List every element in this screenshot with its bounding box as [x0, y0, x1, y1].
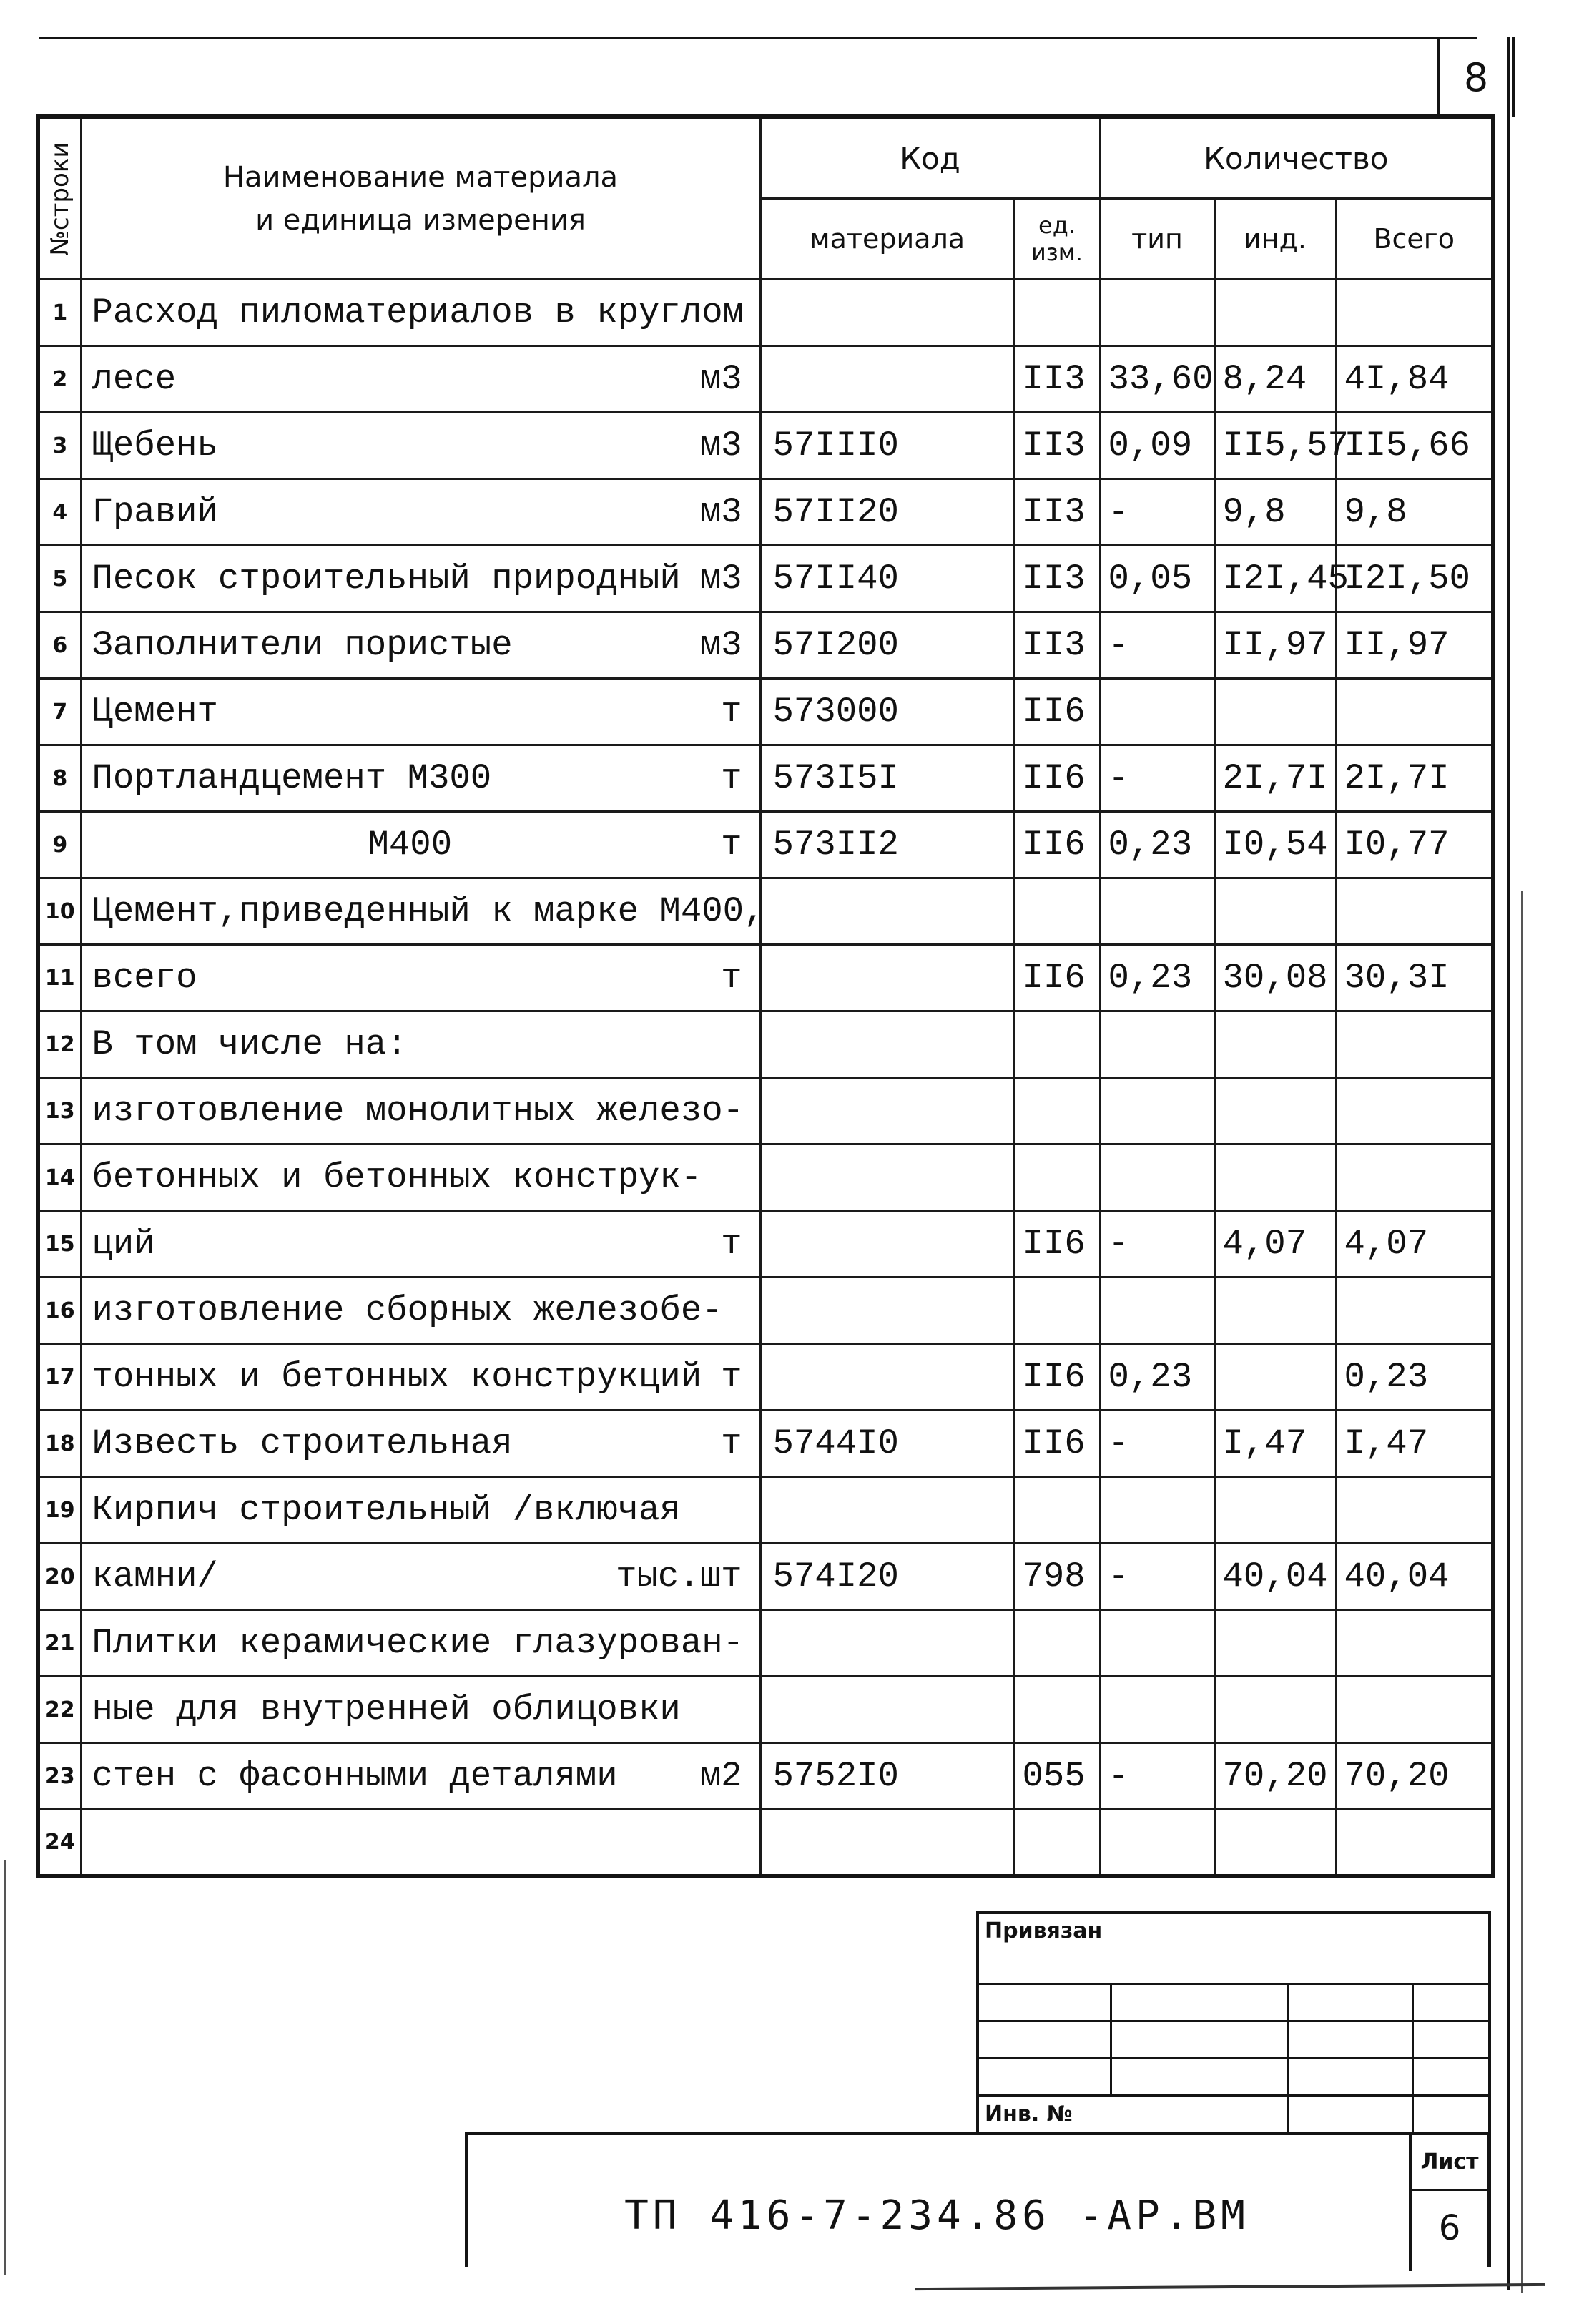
row-number-cell: 6	[38, 612, 81, 679]
stamp-vline-1	[1110, 1983, 1112, 2097]
unit-code-cell: II3	[1014, 612, 1100, 679]
quantity-type-cell: -	[1100, 1211, 1214, 1278]
unit-code-cell: II6	[1014, 1344, 1100, 1411]
header-row-number	[38, 117, 81, 280]
material-name-cell	[81, 1078, 760, 1144]
stamp-block	[976, 1911, 1491, 2133]
header-individual: инд.	[1214, 199, 1336, 280]
material-unit: т	[721, 825, 742, 865]
quantity-type-cell	[1100, 1278, 1214, 1344]
unit-code-cell	[1014, 1810, 1100, 1876]
material-name-cell	[81, 1743, 760, 1810]
unit-code-cell: II3	[1014, 546, 1100, 612]
row-number-cell: 9	[38, 812, 81, 878]
row-number-cell: 13	[38, 1078, 81, 1144]
table-row	[38, 745, 1493, 812]
material-name-text: Плитки керамические глазурован-	[92, 1623, 744, 1663]
unit-code-cell	[1014, 280, 1100, 346]
unit-code-cell: II6	[1014, 679, 1100, 745]
material-name-text: Гравий	[92, 492, 218, 532]
row-number-cell: 4	[38, 479, 81, 546]
row-number-cell: 12	[38, 1011, 81, 1078]
quantity-total-cell: 0,23	[1336, 1344, 1493, 1411]
quantity-type-cell	[1100, 1810, 1214, 1876]
quantity-type-cell: -	[1100, 479, 1214, 546]
row-number-cell: 14	[38, 1144, 81, 1211]
unit-code-cell	[1014, 1677, 1100, 1743]
quantity-total-cell	[1336, 1144, 1493, 1211]
quantity-individual-cell	[1214, 878, 1336, 945]
quantity-type-cell: 0,09	[1100, 413, 1214, 479]
sheet-label: Лист	[1412, 2135, 1487, 2191]
quantity-total-cell: I2I,50	[1336, 546, 1493, 612]
material-name-text: стен с фасонными деталями	[92, 1756, 618, 1796]
quantity-individual-cell	[1214, 1144, 1336, 1211]
quantity-individual-cell	[1214, 1677, 1336, 1743]
quantity-type-cell	[1100, 1011, 1214, 1078]
table-row	[38, 413, 1493, 479]
material-name-cell	[81, 1278, 760, 1344]
header-name-line2: и единица измерения	[255, 203, 586, 237]
material-name-cell	[81, 1211, 760, 1278]
row-number-cell: 8	[38, 745, 81, 812]
row-number-cell: 10	[38, 878, 81, 945]
quantity-total-cell: II,97	[1336, 612, 1493, 679]
table-row	[38, 346, 1493, 413]
quantity-type-cell	[1100, 1144, 1214, 1211]
unit-code-cell: II6	[1014, 745, 1100, 812]
row-number-cell: 1	[38, 280, 81, 346]
table-row	[38, 679, 1493, 745]
header-unit-line2: изм.	[1031, 239, 1083, 266]
unit-code-cell	[1014, 1011, 1100, 1078]
material-unit: тыс.шт	[616, 1556, 742, 1597]
quantity-total-cell: I0,77	[1336, 812, 1493, 878]
quantity-individual-cell	[1214, 1344, 1336, 1411]
quantity-type-cell	[1100, 1477, 1214, 1544]
material-name-text: бетонных и бетонных конструк-	[92, 1157, 702, 1197]
material-code-cell: 573II2	[760, 812, 1014, 878]
table-row	[38, 1078, 1493, 1144]
material-name-cell	[81, 1810, 760, 1876]
material-unit: т	[721, 958, 742, 998]
table-row	[38, 945, 1493, 1011]
material-code-cell	[760, 945, 1014, 1011]
table-row	[38, 1344, 1493, 1411]
material-name-text: Заполнители пористые	[92, 625, 513, 665]
sheet-box	[1409, 2135, 1487, 2271]
material-name-cell	[81, 280, 760, 346]
quantity-total-cell	[1336, 1477, 1493, 1544]
right-frame-line-inner	[1521, 891, 1523, 2293]
material-name-text: лесе	[92, 359, 177, 399]
linked-label: Привязан	[985, 1918, 1103, 1943]
quantity-type-cell	[1100, 1677, 1214, 1743]
table-body	[38, 280, 1493, 1876]
quantity-individual-cell	[1214, 1810, 1336, 1876]
material-code-cell: 5744I0	[760, 1411, 1014, 1477]
scan-artifact-bottom	[915, 2283, 1545, 2290]
quantity-total-cell	[1336, 1011, 1493, 1078]
material-name-cell	[81, 1677, 760, 1743]
unit-code-cell	[1014, 1610, 1100, 1677]
material-name-text: тонных и бетонных конструкций	[92, 1357, 702, 1397]
material-code-cell: 5752I0	[760, 1743, 1014, 1810]
material-name-text: Цемент,приведенный к марке М400,	[92, 891, 765, 931]
unit-code-cell: II6	[1014, 812, 1100, 878]
header-row-number-label: №строки	[45, 142, 74, 255]
material-name-cell	[81, 546, 760, 612]
row-number-cell: 17	[38, 1344, 81, 1411]
table-row	[38, 1477, 1493, 1544]
quantity-individual-cell: 8,24	[1214, 346, 1336, 413]
material-unit: м3	[699, 492, 742, 532]
material-name-cell	[81, 1610, 760, 1677]
header-total: Всего	[1336, 199, 1493, 280]
material-name-text: изготовление монолитных железо-	[92, 1091, 744, 1131]
right-frame-line	[1507, 37, 1510, 2290]
quantity-total-cell: 9,8	[1336, 479, 1493, 546]
quantity-individual-cell: I2I,45	[1214, 546, 1336, 612]
quantity-total-cell: 2I,7I	[1336, 745, 1493, 812]
inventory-number-label: Инв. №	[985, 2102, 1073, 2127]
unit-code-cell: 055	[1014, 1743, 1100, 1810]
quantity-type-cell	[1100, 878, 1214, 945]
material-code-cell	[760, 1610, 1014, 1677]
page-number: 8	[1437, 37, 1515, 117]
quantity-total-cell	[1336, 679, 1493, 745]
material-name-text: Известь строительная	[92, 1423, 513, 1463]
material-unit: т	[721, 1357, 742, 1397]
material-code-cell	[760, 1078, 1014, 1144]
table-row	[38, 1011, 1493, 1078]
quantity-individual-cell	[1214, 1078, 1336, 1144]
material-name-text: М400	[368, 825, 453, 865]
unit-code-cell	[1014, 1278, 1100, 1344]
header-unit-line1: ед.	[1038, 212, 1076, 239]
table-row	[38, 1610, 1493, 1677]
quantity-individual-cell	[1214, 1610, 1336, 1677]
unit-code-cell	[1014, 1477, 1100, 1544]
material-code-cell	[760, 1477, 1014, 1544]
quantity-individual-cell	[1214, 679, 1336, 745]
material-code-cell	[760, 280, 1014, 346]
row-number-cell: 20	[38, 1544, 81, 1610]
quantity-total-cell: 40,04	[1336, 1544, 1493, 1610]
quantity-type-cell	[1100, 280, 1214, 346]
material-code-cell	[760, 346, 1014, 413]
quantity-total-cell: II5,66	[1336, 413, 1493, 479]
material-name-cell	[81, 1344, 760, 1411]
material-code-cell	[760, 878, 1014, 945]
material-code-cell	[760, 1677, 1014, 1743]
unit-code-cell	[1014, 1078, 1100, 1144]
material-unit: м3	[699, 426, 742, 466]
material-name-text: изготовление сборных железобе-	[92, 1290, 723, 1330]
row-number-cell: 11	[38, 945, 81, 1011]
row-number-cell: 23	[38, 1743, 81, 1810]
quantity-total-cell	[1336, 878, 1493, 945]
quantity-type-cell: 0,23	[1100, 812, 1214, 878]
quantity-type-cell	[1100, 679, 1214, 745]
quantity-total-cell: 4I,84	[1336, 346, 1493, 413]
material-code-cell	[760, 1211, 1014, 1278]
material-code-cell	[760, 1810, 1014, 1876]
unit-code-cell	[1014, 878, 1100, 945]
material-name-cell	[81, 878, 765, 945]
quantity-type-cell: 33,60	[1100, 346, 1214, 413]
scan-artifact-left	[4, 1860, 6, 2275]
header-name	[81, 117, 760, 280]
unit-code-cell: II6	[1014, 1211, 1100, 1278]
unit-code-cell: II3	[1014, 346, 1100, 413]
material-name-cell	[81, 1144, 760, 1211]
table-row	[38, 1144, 1493, 1211]
quantity-individual-cell: II,97	[1214, 612, 1336, 679]
quantity-individual-cell: 2I,7I	[1214, 745, 1336, 812]
unit-code-cell: II3	[1014, 479, 1100, 546]
header-name-line1: Наименование материала	[222, 160, 619, 194]
quantity-total-cell	[1336, 1677, 1493, 1743]
quantity-type-cell: -	[1100, 1411, 1214, 1477]
document-code: ТП 416-7-234.86 -АР.ВМ	[624, 2192, 1249, 2239]
quantity-individual-cell: II5,57	[1214, 413, 1336, 479]
material-name-cell	[81, 1011, 760, 1078]
material-name-cell	[81, 1411, 760, 1477]
sheet-number: 6	[1438, 2208, 1461, 2248]
material-name-cell	[81, 612, 760, 679]
table-row	[38, 280, 1493, 346]
quantity-total-cell	[1336, 1810, 1493, 1876]
quantity-individual-cell: 30,08	[1214, 945, 1336, 1011]
title-block	[465, 2132, 1491, 2267]
material-name-cell	[81, 346, 760, 413]
quantity-individual-cell: I0,54	[1214, 812, 1336, 878]
material-code-cell: 57III0	[760, 413, 1014, 479]
stamp-vline-2	[1287, 1983, 1289, 2133]
material-name-text: ций	[92, 1224, 155, 1264]
unit-code-cell: II3	[1014, 413, 1100, 479]
quantity-type-cell: 0,23	[1100, 945, 1214, 1011]
material-name-cell	[81, 745, 760, 812]
row-number-cell: 2	[38, 346, 81, 413]
row-number-cell: 5	[38, 546, 81, 612]
material-code-cell: 574I20	[760, 1544, 1014, 1610]
material-name-text: Щебень	[92, 426, 218, 466]
table-row	[38, 878, 1493, 945]
material-name-cell	[81, 812, 760, 878]
material-code-cell: 57II40	[760, 546, 1014, 612]
material-unit: т	[721, 758, 742, 798]
unit-code-cell: II6	[1014, 945, 1100, 1011]
material-name-cell	[81, 1477, 760, 1544]
material-name-cell	[81, 679, 760, 745]
material-code-cell: 573I5I	[760, 745, 1014, 812]
row-number-cell: 18	[38, 1411, 81, 1477]
header-type: тип	[1100, 199, 1214, 280]
material-name-cell	[81, 1544, 760, 1610]
table-row	[38, 1278, 1493, 1344]
row-number-cell: 15	[38, 1211, 81, 1278]
quantity-total-cell: 4,07	[1336, 1211, 1493, 1278]
materials-table	[36, 114, 1495, 1878]
quantity-total-cell	[1336, 280, 1493, 346]
material-unit: т	[721, 1224, 742, 1264]
table-row	[38, 479, 1493, 546]
material-name-text: Цемент	[92, 692, 218, 732]
quantity-type-cell: -	[1100, 1743, 1214, 1810]
quantity-individual-cell: 4,07	[1214, 1211, 1336, 1278]
material-name-cell	[81, 479, 760, 546]
row-number-cell: 24	[38, 1810, 81, 1876]
quantity-individual-cell	[1214, 280, 1336, 346]
material-unit: м3	[699, 559, 742, 599]
row-number-cell: 19	[38, 1477, 81, 1544]
table-row	[38, 1810, 1493, 1876]
material-unit: м2	[699, 1756, 742, 1796]
material-name-text: В том числе на:	[92, 1024, 408, 1064]
table-row	[38, 1211, 1493, 1278]
material-name-text: Песок строительный природный	[92, 559, 681, 599]
row-number-cell: 21	[38, 1610, 81, 1677]
quantity-type-cell: 0,23	[1100, 1344, 1214, 1411]
header-unit-code	[1014, 199, 1100, 280]
quantity-type-cell	[1100, 1078, 1214, 1144]
quantity-individual-cell	[1214, 1477, 1336, 1544]
material-code-cell	[760, 1011, 1014, 1078]
header-material-code: материала	[760, 199, 1014, 280]
material-code-cell	[760, 1278, 1014, 1344]
material-unit: т	[721, 692, 742, 732]
unit-code-cell	[1014, 1144, 1100, 1211]
quantity-individual-cell: 70,20	[1214, 1743, 1336, 1810]
material-code-cell	[760, 1144, 1014, 1211]
header-quantity-group: Количество	[1100, 117, 1493, 199]
material-code-cell	[760, 1344, 1014, 1411]
row-number-cell: 3	[38, 413, 81, 479]
material-code-cell: 57I200	[760, 612, 1014, 679]
quantity-individual-cell: 9,8	[1214, 479, 1336, 546]
quantity-type-cell: -	[1100, 612, 1214, 679]
quantity-total-cell	[1336, 1078, 1493, 1144]
quantity-total-cell: 70,20	[1336, 1743, 1493, 1810]
quantity-individual-cell: 40,04	[1214, 1544, 1336, 1610]
material-name-cell	[81, 413, 760, 479]
quantity-individual-cell	[1214, 1278, 1336, 1344]
material-name-cell	[81, 945, 760, 1011]
material-unit: м3	[699, 359, 742, 399]
row-number-cell: 16	[38, 1278, 81, 1344]
stamp-vline-3	[1412, 1983, 1414, 2133]
quantity-total-cell	[1336, 1610, 1493, 1677]
table-row	[38, 812, 1493, 878]
table-row	[38, 1677, 1493, 1743]
material-name-text: ные для внутренней облицовки	[92, 1690, 681, 1730]
quantity-total-cell	[1336, 1278, 1493, 1344]
row-number-cell: 7	[38, 679, 81, 745]
top-border-line	[39, 37, 1477, 39]
unit-code-cell: II6	[1014, 1411, 1100, 1477]
quantity-type-cell: -	[1100, 745, 1214, 812]
quantity-total-cell: 30,3I	[1336, 945, 1493, 1011]
table-row	[38, 1544, 1493, 1610]
table-row	[38, 612, 1493, 679]
quantity-individual-cell: I,47	[1214, 1411, 1336, 1477]
material-unit: т	[721, 1423, 742, 1463]
quantity-individual-cell	[1214, 1011, 1336, 1078]
unit-code-cell: 798	[1014, 1544, 1100, 1610]
material-name-text: Расход пиломатериалов в круглом	[92, 293, 744, 333]
quantity-type-cell: 0,05	[1100, 546, 1214, 612]
table-row	[38, 1743, 1493, 1810]
header-code-group: Код	[760, 117, 1100, 199]
material-name-text: Кирпич строительный /включая	[92, 1490, 681, 1530]
quantity-type-cell	[1100, 1610, 1214, 1677]
material-name-text: камни/	[92, 1556, 218, 1597]
material-name-text: всего	[92, 958, 197, 998]
material-code-cell: 57II20	[760, 479, 1014, 546]
quantity-total-cell: I,47	[1336, 1411, 1493, 1477]
quantity-type-cell: -	[1100, 1544, 1214, 1610]
material-code-cell: 573000	[760, 679, 1014, 745]
material-name-text: Портландцемент М300	[92, 758, 492, 798]
table-row	[38, 1411, 1493, 1477]
material-unit: м3	[699, 625, 742, 665]
table-row	[38, 546, 1493, 612]
row-number-cell: 22	[38, 1677, 81, 1743]
